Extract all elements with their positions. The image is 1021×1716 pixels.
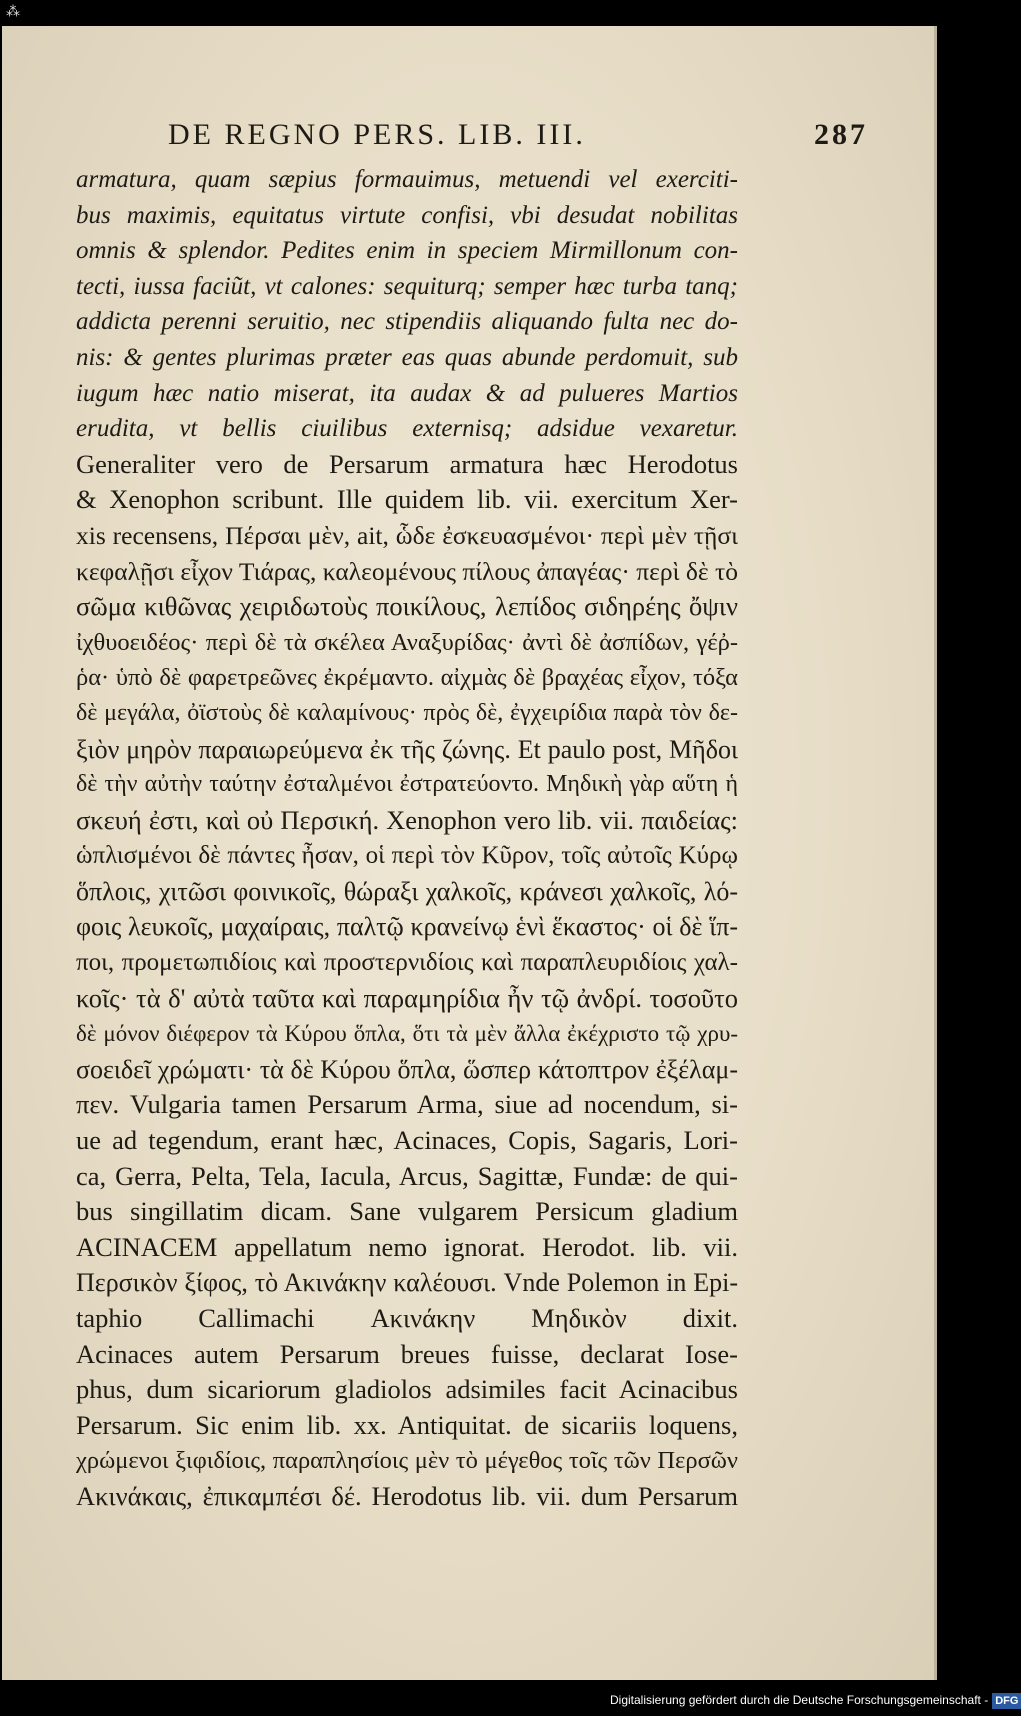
- text-line: σῶμα κιθῶνας χειριδωτοὺς ποικίλους, λεπίδος σιδηρέης ὄψιν: [76, 591, 738, 622]
- text-line: σοειδεῖ χρώματι· τὰ δὲ Κύρου ὅπλα, ὥσπερ κάτοπτρον ἐξέλαμ-: [76, 1054, 738, 1084]
- text-line: ποι, προμετωπιδίοις καὶ προστερνιδίοις καὶ παραπλευριδίοις χαλ-: [76, 949, 738, 977]
- text-line: ὡπλισμένοι δὲ πάντες ἦσαν, οἱ περὶ τὸν Κῦρον, τοῖς αὐτοῖς Κύρῳ: [76, 842, 738, 870]
- text-line: xis recensens, Πέρσαι μὲν, ait, ὧδε ἐσκευασμένοι· περὶ μὲν τῇσι: [76, 520, 738, 550]
- text-line: ACINACEM appellatum nemo ignorat. Herodot. lib. vii.: [76, 1231, 738, 1262]
- text-line: omnis & splendor. Pedites enim in speciem Mirmillonum con-: [76, 237, 738, 265]
- text-line: armatura, quam sæpius formauimus, metuendi vel exerciti-: [76, 166, 738, 193]
- page-edge: [934, 26, 937, 1680]
- text-line: κοῖς· τὰ δ' αὐτὰ ταῦτα καὶ παραμηρίδια ἦν τῷ ἀνδρί. τοσοῦτο: [76, 982, 738, 1013]
- text-line: Generaliter vero de Persarum armatura hæc Herodotus: [76, 448, 738, 479]
- text-line: ῥα· ὑπὸ δὲ φαρετρεῶνες ἐκρέμαντο. αἰχμὰς δὲ βραχέας εἶχον, τόξα: [76, 664, 738, 692]
- running-head: [168, 118, 868, 158]
- text-line: nis: & gentes plurimas præter eas quas abunde perdomuit, sub: [76, 343, 738, 371]
- text-line: Persarum. Sic enim lib. xx. Antiquitat. de sicariis loquens,: [76, 1409, 738, 1440]
- text-line: Ακινάκαις, ἐπικαμπέσι δέ. Herodotus lib. vii. dum Persarum: [76, 1480, 738, 1511]
- text-line: ξιὸν μηρὸν παραιωρεύμενα ἐκ τῆς ζώνης. Et paulo post, Μῆδοι: [76, 734, 738, 764]
- text-line: erudita, vt bellis ciuilibus externisq; adsidue vexaretur.: [76, 415, 738, 443]
- text-line: κεφαλῇσι εἶχον Τιάρας, καλεομένους πίλους ἀπαγέας· περὶ δὲ τὸ: [76, 556, 738, 586]
- text-line: bus maximis, equitatus virtute confisi, vbi desudat nobilitas: [76, 201, 738, 229]
- acinaces-paragraph: [76, 1337, 738, 1515]
- text-line: ue ad tegendum, erant hæc, Acinaces, Copis, Sagaris, Lori-: [76, 1125, 738, 1156]
- text-line: φοις λευκοῖς, μαχαίραις, παλτῷ κρανείνῳ ἑνὶ ἕκαστος· οἱ δὲ ἵπ-: [76, 912, 738, 942]
- dfg-logo: DFG: [992, 1693, 1021, 1709]
- text-line: δὲ μόνον διέφερον τὰ Κύρου ὅπλα, ὅτι τὰ μὲν ἄλλα ἐκέχριστο τῷ χρυ-: [76, 1021, 738, 1047]
- footer-text: Digitalisierung gefördert durch die Deutsche Forschungsgemeinschaft -: [610, 1693, 989, 1707]
- text-line: phus, dum sicariorum gladiolos adsimiles facit Acinacibus: [76, 1374, 738, 1405]
- text-line: addicta perenni seruitio, nec stipendiis aliquando fulta nec do-: [76, 308, 738, 336]
- text-line: ca, Gerra, Pelta, Tela, Iacula, Arcus, Sagittæ, Fundæ: de qui-: [76, 1160, 738, 1191]
- text-line: σκευή ἐστι, καὶ οὐ Περσική. Xenophon vero lib. vii. παιδείας:: [76, 804, 738, 835]
- text-line: & Xenophon scribunt. Ille quidem lib. vii. exercitum Xer-: [76, 484, 738, 515]
- text-line: Acinaces autem Persarum breues fuisse, declarat Iose-: [76, 1338, 738, 1369]
- text-line: πεν. Vulgaria tamen Persarum Arma, siue ad nocendum, si-: [76, 1089, 738, 1120]
- running-head-title: DE REGNO PERS. LIB. III.: [168, 118, 586, 151]
- text-line: Περσικὸν ξίφος, τὸ Ακινάκην καλέουσι. Vnde Polemon in Epi-: [76, 1268, 738, 1298]
- scan-corner-mark: ⁂: [6, 4, 20, 20]
- text-line: taphio Callimachi Ακινάκην Μηδικὸν dixit.: [76, 1303, 738, 1333]
- text-line: ὅπλοις, χιτῶσι φοινικοῖς, θώραξι χαλκοῖς, κράνεσι χαλκοῖς, λό-: [76, 876, 738, 906]
- italic-paragraph: [76, 162, 738, 447]
- text-line: tecti, iussa faciũt, vt calones: sequiturq; semper hæc turba tanq;: [76, 272, 738, 300]
- text-line: δὲ τὴν αὐτὴν ταύτην ἐσταλμένοι ἐστρατεύοντο. Μηδικὴ γὰρ αὕτη ἡ: [76, 771, 738, 798]
- text-line: bus singillatim dicam. Sane vulgarem Persicum gladium: [76, 1196, 738, 1227]
- page-number: 287: [814, 118, 868, 151]
- digitization-footer: [610, 1690, 1021, 1710]
- roman-paragraph: [76, 447, 738, 1337]
- text-line: χρώμενοι ξιφιδίοις, παραπλησίοις μὲν τὸ μέγεθος τοῖς τῶν Περσῶν: [76, 1447, 738, 1475]
- body-text: [76, 162, 738, 1515]
- text-line: ἰχθυοειδέος· περὶ δὲ τὰ σκέλεα Αναξυρίδας· ἀντὶ δὲ ἀσπίδων, γέῤ-: [76, 628, 738, 656]
- text-line: δὲ μεγάλα, ὀϊστοὺς δὲ καλαμίνους· πρὸς δὲ, ἐγχειρίδια παρὰ τὸν δε-: [76, 699, 738, 726]
- text-line: iugum hæc natio miserat, ita audax & ad pulueres Martios: [76, 379, 738, 407]
